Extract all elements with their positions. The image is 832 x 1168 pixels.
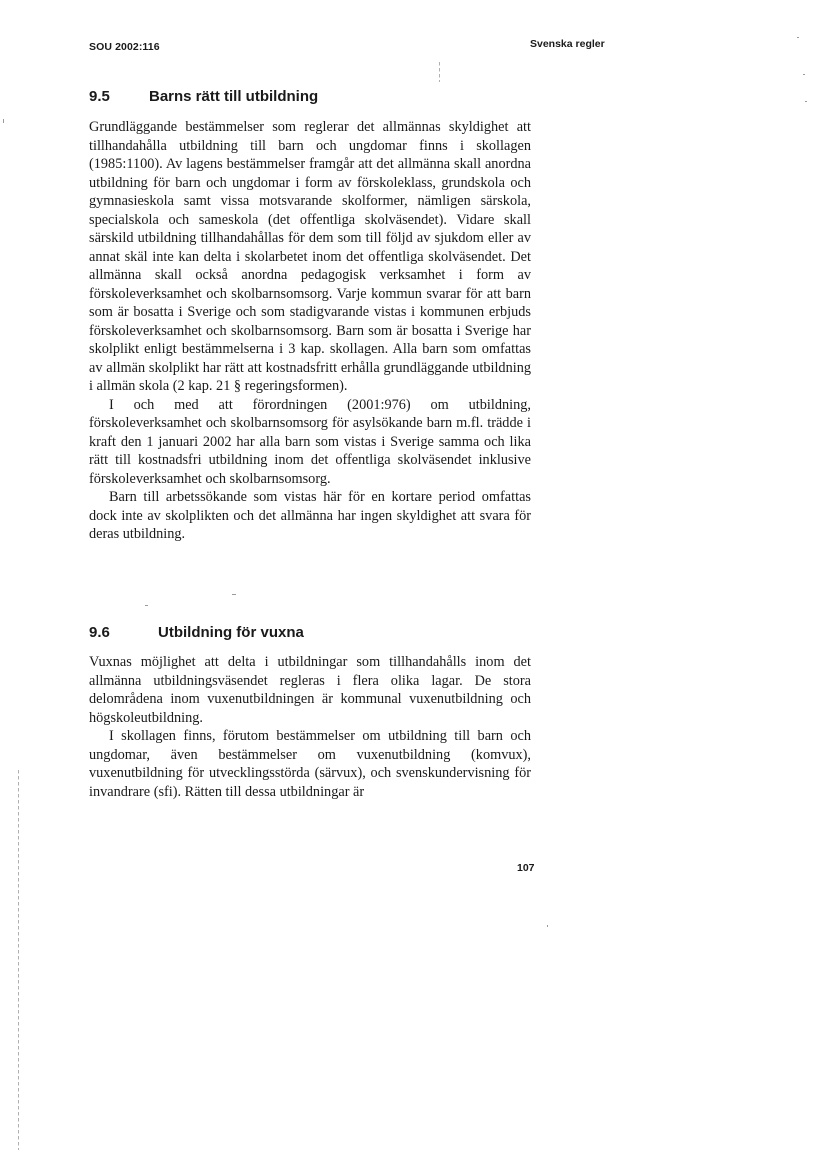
scan-artifact: [232, 594, 236, 595]
scan-artifact: [145, 605, 148, 606]
paragraph: Grundläggande bestämmelser som reglerar det allmännas skyldighet att tillhandahålla utbildning till barn och ungdomar finns i skollagen (1985:1100). Av lagens bestämmelser framgår att det allmänna skall anordna utbildning för barn och ungdomar i form av förskoleklass, grundskola och gymnasieskola samt vissa motsvarande skolformer, nämligen särskola, specialskola och sameskola (det offentliga skolväsendet). Vidare skall särskild utbildning tillhandahållas för dem som till följd av sjukdom eller av annat skäl inte kan delta i skolarbetet inom det offentliga skolväsendet. Det allmänna skall också anordna pedagogisk verksamhet i form av förskoleverksamhet och skolbarnsomsorg. Varje kommun svarar för att barn som är bosatta i Sverige och som stadigvarande vistas i kommunen erbjuds förskoleverksamhet och skolbarnsomsorg. Barn som är bosatta i Sverige har skolplikt enligt bestämmelserna i 3 kap. skollagen. Alla barn som omfattas av allmän skolplikt har rätt att kostnadsfritt erhålla grundläggande utbildning i allmän skola (2 kap. 21 § regeringsformen).: [89, 119, 531, 394]
section-body-9-5: [89, 118, 531, 544]
page-number: 107: [517, 862, 535, 874]
section-title: Barns rätt till utbildning: [149, 88, 319, 105]
scan-artifact: [805, 101, 807, 102]
paragraph: I skollagen finns, förutom bestämmelser om utbildning till barn och ungdomar, även bestämmelser om vuxenutbildning (komvux), vuxenutbildning för utvecklingsstörda (särvux), och svenskundervisning för invandrare (sfi). Rätten till dessa utbildningar är: [89, 728, 531, 800]
scan-artifact: [18, 770, 19, 1150]
scan-artifact: [797, 37, 799, 38]
scan-artifact: [803, 74, 805, 75]
scan-artifact: [3, 119, 4, 123]
section-title: Utbildning för vuxna: [158, 624, 304, 641]
running-header-left: SOU 2002:116: [89, 41, 160, 53]
section-number: 9.6: [89, 624, 110, 641]
running-header-right: Svenska regler: [530, 38, 605, 50]
paragraph: Barn till arbetssökande som vistas här för en kortare period omfattas dock inte av skolplikten och det allmänna har ingen skyldighet att svara för deras utbildning.: [89, 489, 531, 542]
section-heading-9-6: [89, 624, 304, 641]
section-heading-9-5: [89, 88, 318, 105]
section-body-9-6: [89, 653, 531, 801]
scan-artifact: [439, 62, 440, 82]
section-number: 9.5: [89, 88, 110, 105]
paragraph: I och med att förordningen (2001:976) om utbildning, förskoleverksamhet och skolbarnsomsorg för asylsökande barn m.fl. trädde i kraft den 1 januari 2002 har alla barn som vistas i Sverige samma och lika rätt till kostnadsfri utbildning inom det offentliga skolväsendet inklusive förskoleverksamhet och skolbarnsomsorg.: [89, 396, 531, 487]
paragraph: Vuxnas möjlighet att delta i utbildningar som tillhandahålls inom det allmänna utbildningsväsendet regleras i flera olika lagar. De stora delområdena inom vuxenutbildningen är kommunal vuxenutbildning och högskoleutbildning.: [89, 654, 531, 726]
scan-artifact: [547, 925, 548, 927]
